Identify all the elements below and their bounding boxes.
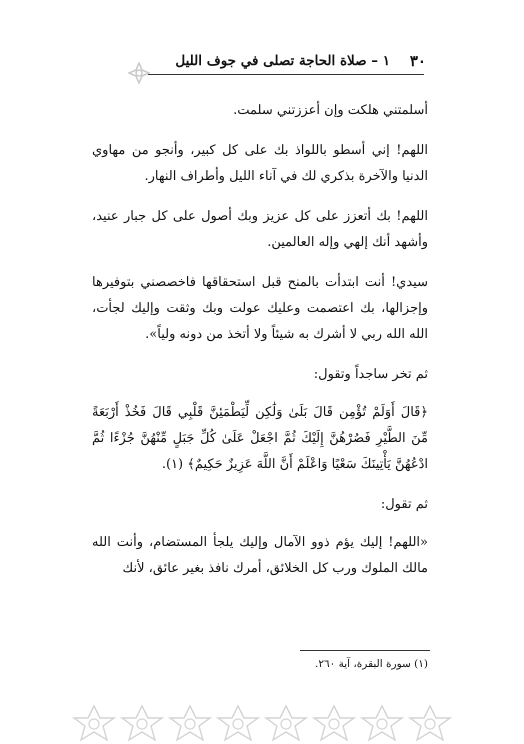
paragraph-8: «اللهم! إليك يؤم ذوو الآمال وإليك يلجأ المستضام، وأنت الله مالك الملوك ورب كل الخلائق، أمرك نافذ بغير عائق، لأنك (92, 535, 428, 576)
footer-ornament-icon (70, 702, 454, 744)
paragraph-7: ثم تقول: (380, 497, 428, 512)
header-rule (148, 74, 424, 75)
footnote: (١) سورة البقرة، آية ٢٦٠. (314, 658, 428, 670)
quran-verse: ﴿قَالَ أَوَلَمْ تُؤْمِن قَالَ بَلَىٰ وَلَٰكِن لِّيَطْمَئِنَّ قَلْبِي قَالَ فَخُذْ أَرْبَعَةً مِّنَ الطَّيْرِ فَصُرْهُنَّ إِلَيْكَ ثُمَّ اجْعَلْ عَلَىٰ كُلِّ جَبَلٍ مِّنْهُنَّ جُزْءًا ثُمَّ ادْعُهُنَّ يَأْتِينَكَ سَعْيًا وَاعْلَمْ أَنَّ اللَّهَ عَزِيزٌ حَكِيمٌ﴾ (١). (92, 405, 428, 472)
page-header (122, 52, 426, 72)
footnote-rule (300, 650, 430, 651)
paragraph-5: ثم تخر ساجداً وتقول: (313, 367, 428, 382)
paragraph-3: اللهم! بك أتعزز على كل عزيز وبك أصول على كل جبار عنيد، وأشهد أنك إلهي وإله العالمين. (92, 209, 428, 250)
running-title: ١ – صلاة الحاجة تصلى في جوف الليل (175, 53, 390, 69)
page-number: ٣٠ (409, 52, 426, 70)
page-body (92, 98, 428, 596)
paragraph-2: اللهم! إني أسطو باللواذ بك على كل كبير، وأنجو من مهاوي الدنيا والآخرة بذكري لك في آناء الليل وأطراف النهار. (92, 143, 428, 184)
paragraph-4: سيدي! أنت ابتدأت بالمنح قبل استحقاقها فاخصصني بتوفيرها وإجزالها، بك اعتصمت وعليك عولت وبك وثقت وإليك لجأت، الله الله ربي لا أشرك به شيئاً ولا أتخذ من دونه ولياً». (92, 275, 428, 342)
paragraph-1: أسلمتني هلكت وإن أعززتني سلمت. (233, 103, 428, 118)
header-ornament-icon (128, 62, 150, 84)
